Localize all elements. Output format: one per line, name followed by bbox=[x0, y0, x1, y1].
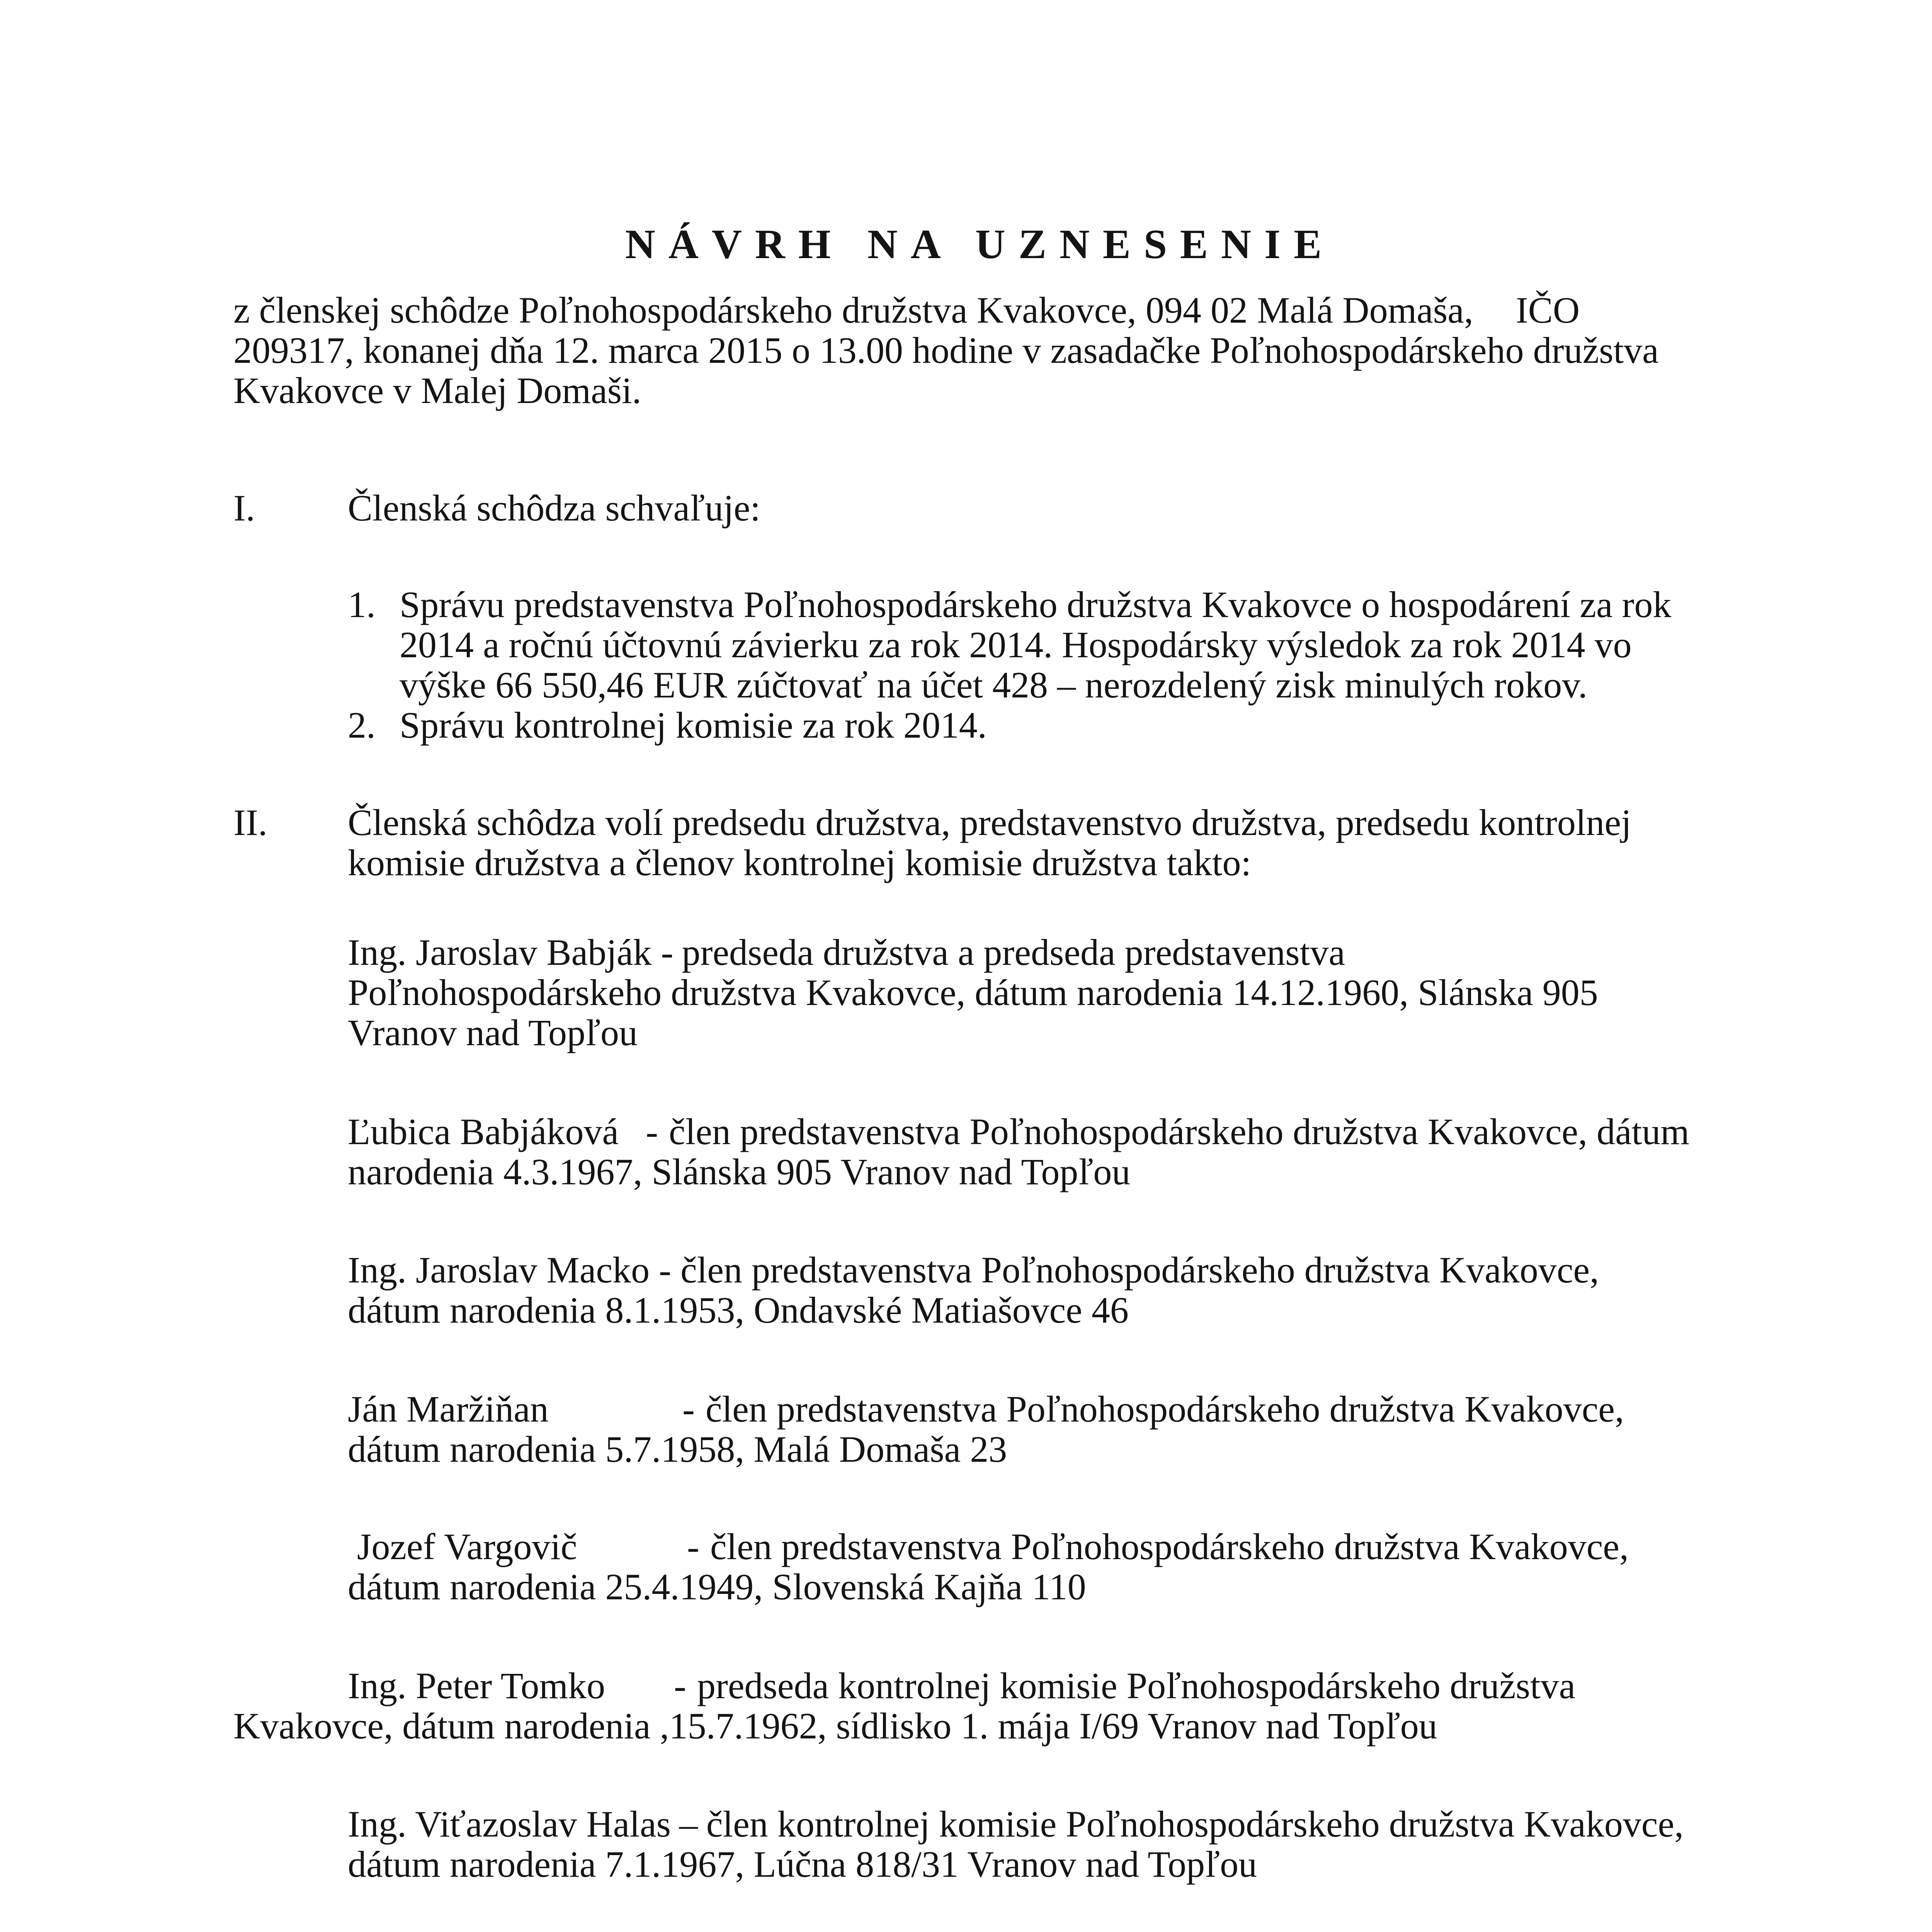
section-2-heading-line-1: Členská schôdza volí predsedu družstva, predstavenstvo družstva, predsedu kontrolnej bbox=[348, 802, 1631, 843]
intro-line-3: Kvakovce v Malej Domaši. bbox=[233, 370, 641, 411]
section-1-heading: Členská schôdza schvaľuje: bbox=[348, 487, 760, 529]
section-2-heading-line-2: komisie družstva a členov kontrolnej komisie družstva takto: bbox=[348, 842, 1252, 883]
member-babjak-line-2: Poľnohospodárskeho družstva Kvakovce, dátum narodenia 14.12.1960, Slánska 905 bbox=[348, 972, 1598, 1013]
member-vargovic-name: Jozef Vargovič bbox=[357, 1526, 577, 1567]
member-macko-line-1: Ing. Jaroslav Macko - člen predstavenstva Poľnohospodárskeho družstva Kvakovce, bbox=[348, 1249, 1599, 1291]
member-vargovic-line-2: dátum narodenia 25.4.1949, Slovenská Kajňa 110 bbox=[348, 1566, 1086, 1607]
member-tomko-line-2: Kvakovce, dátum narodenia ,15.7.1962, sídlisko 1. mája I/69 Vranov nad Topľou bbox=[233, 1705, 1437, 1747]
member-macko-line-2: dátum narodenia 8.1.1953, Ondavské Matiašovce 46 bbox=[348, 1289, 1129, 1331]
member-marzinan-line-1: - člen predstavenstva Poľnohospodárskeho družstva Kvakovce, bbox=[682, 1388, 1624, 1430]
intro-line-2: 209317, konanej dňa 12. marca 2015 o 13.00 hodine v zasadačke Poľnohospodárskeho družstva bbox=[233, 330, 1659, 371]
section-1-item-1-line-3: výške 66 550,46 EUR zúčtovať na účet 428 – nerozdelený zisk minulých rokov. bbox=[400, 664, 1588, 706]
member-babjakova-line-2: narodenia 4.3.1967, Slánska 905 Vranov nad Topľou bbox=[348, 1151, 1131, 1192]
member-babjak-line-3: Vranov nad Topľou bbox=[348, 1012, 638, 1053]
member-halas-line-2: dátum narodenia 7.1.1967, Lúčna 818/31 Vranov nad Topľou bbox=[348, 1844, 1257, 1885]
member-babjakova-line-1: Ľubica Babjáková - člen predstavenstva Poľnohospodárskeho družstva Kvakovce, dátum bbox=[348, 1111, 1690, 1152]
member-marzinan-line-2: dátum narodenia 5.7.1958, Malá Domaša 23 bbox=[348, 1429, 1007, 1470]
section-1-item-1-number: 1. bbox=[348, 584, 376, 625]
intro-line-1: z členskej schôdze Poľnohospodárskeho družstva Kvakovce, 094 02 Malá Domaša, IČO bbox=[233, 289, 1580, 331]
member-marzinan-name: Ján Maržiňan bbox=[348, 1388, 549, 1430]
member-tomko-line-1: - predseda kontrolnej komisie Poľnohospodárskeho družstva bbox=[674, 1665, 1576, 1706]
section-1-numeral: I. bbox=[233, 487, 255, 529]
section-1-item-1-line-2: 2014 a ročnú účtovnú závierku za rok 2014. Hospodársky výsledok za rok 2014 vo bbox=[400, 624, 1632, 665]
member-halas-line-1: Ing. Viťazoslav Halas – člen kontrolnej komisie Poľnohospodárskeho družstva Kvakovce, bbox=[348, 1803, 1684, 1845]
section-1-item-2-line-1: Správu kontrolnej komisie za rok 2014. bbox=[400, 704, 987, 746]
section-1-item-1-line-1: Správu predstavenstva Poľnohospodárskeho družstva Kvakovce o hospodárení za rok bbox=[400, 584, 1672, 625]
member-vargovic-line-1: - člen predstavenstva Poľnohospodárskeho družstva Kvakovce, bbox=[687, 1526, 1629, 1567]
member-tomko-name: Ing. Peter Tomko bbox=[348, 1665, 605, 1706]
page-title: NÁVRH NA UZNESENIE bbox=[625, 221, 1335, 267]
member-babjak-line-1: Ing. Jaroslav Babják - predseda družstva a predseda predstavenstva bbox=[348, 932, 1345, 973]
section-2-numeral: II. bbox=[233, 802, 267, 843]
section-1-item-2-number: 2. bbox=[348, 704, 376, 746]
